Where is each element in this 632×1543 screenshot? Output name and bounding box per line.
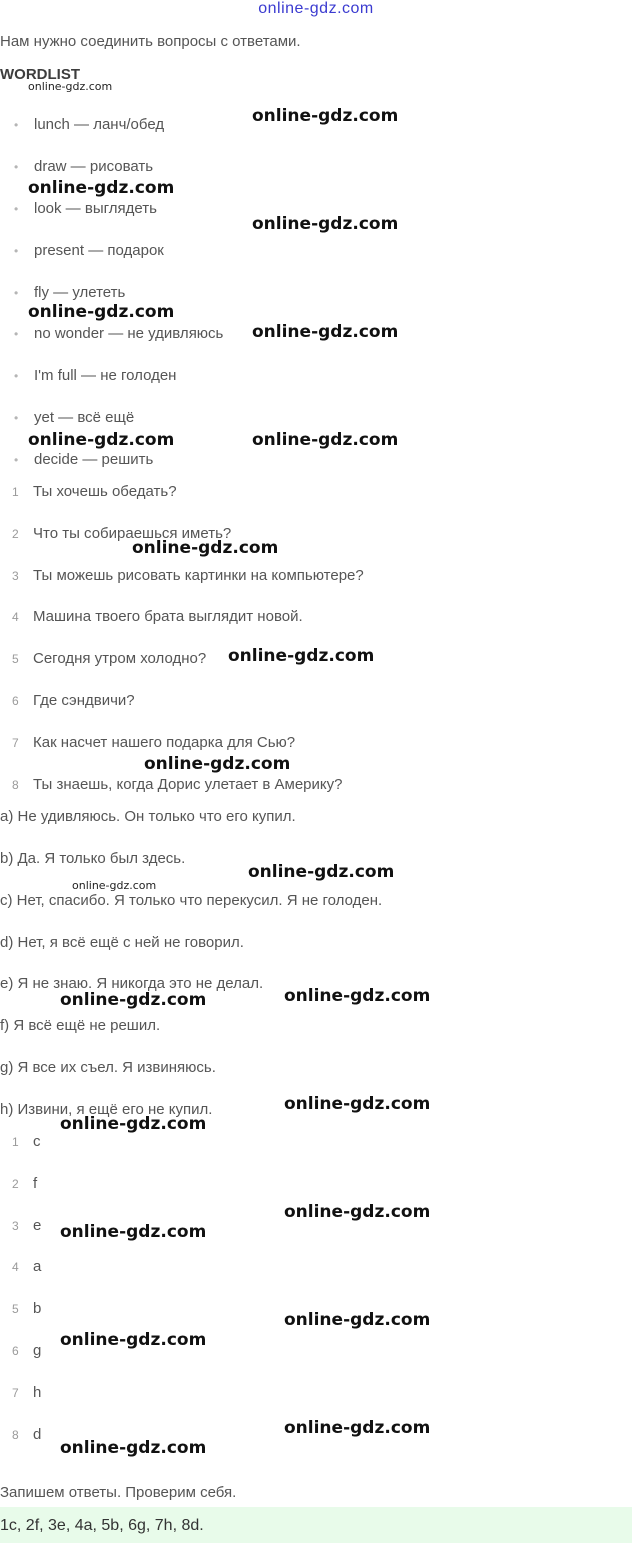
question-item: 6 Где сэндвичи? — [12, 692, 135, 709]
question-item: 7 Как насчет нашего подарка для Сью? — [12, 734, 296, 751]
match-item: 1 c — [12, 1133, 41, 1150]
bullet-icon: • — [14, 286, 19, 300]
bullet-icon: • — [14, 202, 19, 216]
bullet-icon: • — [14, 118, 19, 132]
watermark: online-gdz.com — [228, 646, 375, 666]
bullet-icon: • — [14, 369, 19, 383]
question-item: 3 Ты можешь рисовать картинки на компьютере? — [12, 567, 364, 584]
watermark: online-gdz.com — [248, 862, 395, 882]
option-item: f) Я всё ещё не решил. — [0, 1017, 161, 1034]
bullet-icon: • — [14, 453, 19, 467]
match-item: 7 h — [12, 1384, 42, 1401]
question-item: 1 Ты хочешь обедать? — [12, 483, 177, 500]
watermark: online-gdz.com — [284, 1310, 431, 1330]
list-item: • no wonder — не удивляюсь — [14, 325, 224, 342]
match-item: 5 b — [12, 1300, 42, 1317]
watermark: online-gdz.com — [60, 1222, 207, 1242]
list-item: • I'm full — не голоден — [14, 367, 177, 384]
watermark: online-gdz.com — [60, 1330, 207, 1350]
watermark: online-gdz.com — [72, 879, 157, 892]
watermark: online-gdz.com — [284, 1202, 431, 1222]
match-item: 4 a — [12, 1258, 42, 1275]
option-item: b) Да. Я только был здесь. — [0, 850, 186, 867]
watermark: online-gdz.com — [144, 754, 291, 774]
list-item: • draw — рисовать — [14, 158, 154, 175]
question-item: 8 Ты знаешь, когда Дорис улетает в Америку? — [12, 776, 343, 793]
watermark: online-gdz.com — [60, 1114, 207, 1134]
option-item: h) Извини, я ещё его не купил. — [0, 1101, 213, 1118]
watermark: online-gdz.com — [284, 1094, 431, 1114]
option-item: d) Нет, я всё ещё с ней не говорил. — [0, 934, 244, 951]
watermark: online-gdz.com — [252, 430, 399, 450]
match-item: 3 e — [12, 1217, 42, 1234]
list-item: • lunch — ланч/обед — [14, 116, 165, 133]
watermark: online-gdz.com — [28, 302, 175, 322]
list-item: • look — выглядеть — [14, 200, 157, 217]
list-item: • fly — улететь — [14, 284, 126, 301]
list-item: • yet — всё ещё — [14, 409, 135, 426]
watermark: online-gdz.com — [252, 322, 399, 342]
watermark: online-gdz.com — [28, 178, 175, 198]
option-item: e) Я не знаю. Я никогда это не делал. — [0, 975, 264, 992]
question-item: 5 Сегодня утром холодно? — [12, 650, 207, 667]
watermark: online-gdz.com — [132, 538, 279, 558]
option-item: c) Нет, спасибо. Я только что перекусил. Я не голоден. — [0, 892, 383, 909]
watermark: online-gdz.com — [252, 214, 399, 234]
list-item: • present — подарок — [14, 242, 164, 259]
bullet-icon: • — [14, 244, 19, 258]
watermark: online-gdz.com — [28, 80, 113, 93]
watermark: online-gdz.com — [284, 1418, 431, 1438]
match-item: 8 d — [12, 1426, 42, 1443]
match-item: 2 f — [12, 1175, 38, 1192]
question-item: 4 Машина твоего брата выглядит новой. — [12, 608, 303, 625]
list-item: • decide — решить — [14, 451, 154, 468]
watermark: online-gdz.com — [252, 106, 399, 126]
question-item: 2 Что ты собираешься иметь? — [12, 525, 232, 542]
watermark: online-gdz.com — [60, 1438, 207, 1458]
bullet-icon: • — [14, 327, 19, 341]
bullet-icon: • — [14, 160, 19, 174]
option-item: g) Я все их съел. Я извиняюсь. — [0, 1059, 216, 1076]
outro-text: Запишем ответы. Проверим себя. — [0, 1484, 237, 1501]
watermark: online-gdz.com — [284, 986, 431, 1006]
watermark: online-gdz.com — [28, 430, 175, 450]
bullet-icon: • — [14, 411, 19, 425]
option-item: a) Не удивляюсь. Он только что его купил. — [0, 808, 296, 825]
watermark: online-gdz.com — [60, 990, 207, 1010]
match-item: 6 g — [12, 1342, 42, 1359]
final-answer: 1c, 2f, 3e, 4a, 5b, 6g, 7h, 8d. — [0, 1517, 204, 1534]
site-header-link[interactable]: online-gdz.com — [258, 0, 374, 17]
wordlist-title: WORDLIST — [0, 66, 80, 83]
intro-text: Нам нужно соединить вопросы с ответами. — [0, 33, 301, 50]
